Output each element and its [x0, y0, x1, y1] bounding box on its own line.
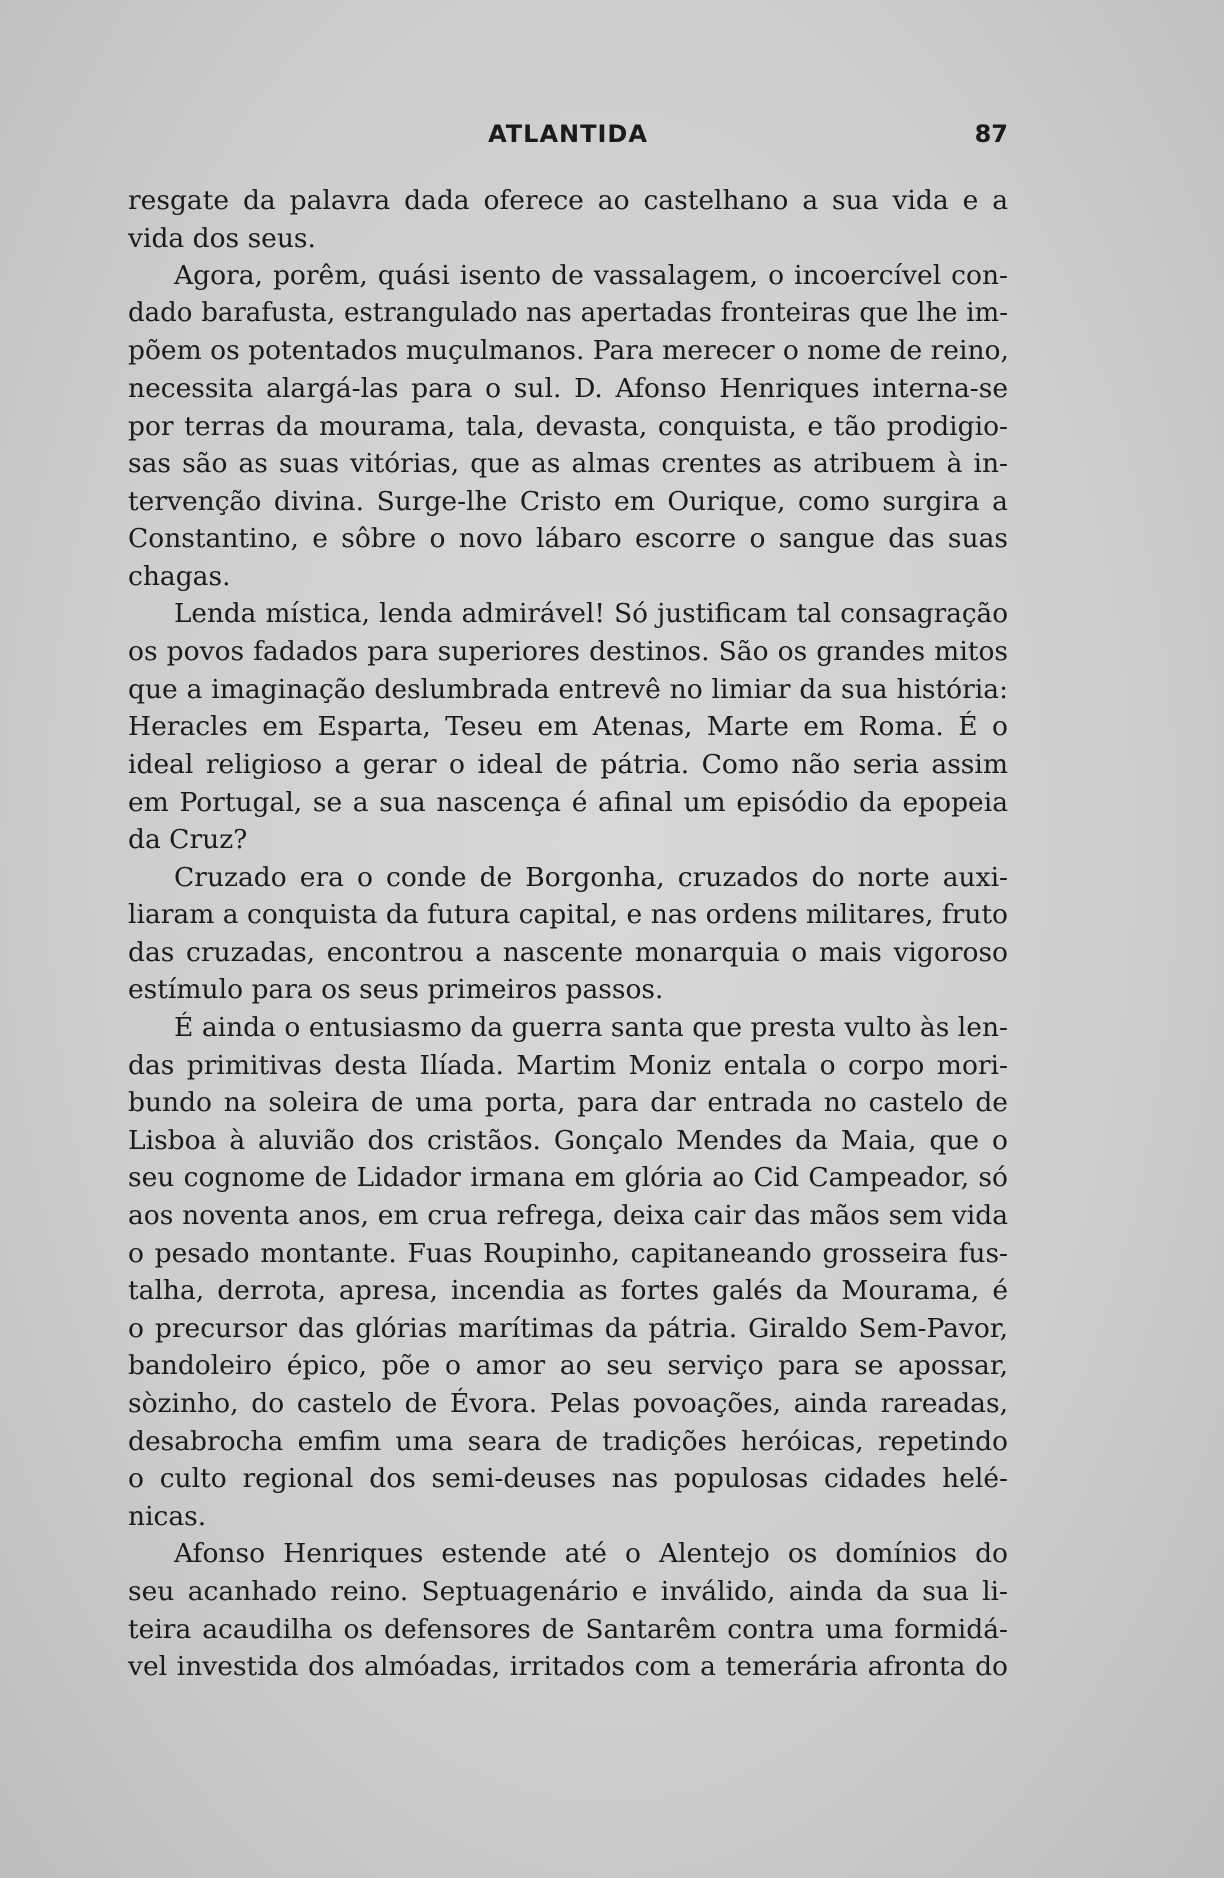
text-line: resgate da palavra dada oferece ao castelhano a sua vida e a	[128, 185, 1008, 216]
text-line: que a imaginação deslumbrada entrevê no limiar da sua história:	[128, 673, 1008, 705]
text-line: É ainda o entusiasmo da guerra santa que presta vulto às len-	[174, 1012, 1008, 1044]
text-line: sòzinho, do castelo de Évora. Pelas povoações, ainda rareadas,	[128, 1388, 1008, 1419]
text-line: Afonso Henriques estende até o Alentejo os domínios do	[174, 1538, 1008, 1570]
text-line: das primitivas desta Ilíada. Martim Moniz entala o corpo mori-	[128, 1049, 1008, 1081]
text-line: necessita alargá-las para o sul. D. Afonso Henriques interna-se	[128, 372, 1008, 404]
text-line: o culto regional dos semi-deuses nas populosas cidades helé-	[128, 1463, 1008, 1495]
text-line: aos noventa anos, em crua refrega, deixa cair das mãos sem vida	[128, 1200, 1008, 1232]
text-line: os povos fadados para superiores destinos. São os grandes mitos	[128, 636, 1008, 668]
text-line: liaram a conquista da futura capital, e nas ordens militares, fruto	[128, 899, 1008, 931]
text-line: Lisboa à aluvião dos cristãos. Gonçalo Mendes da Maia, que o	[128, 1124, 1008, 1156]
text-line: Cruzado era o conde de Borgonha, cruzados do norte auxi-	[174, 861, 1008, 893]
text-line: o pesado montante. Fuas Roupinho, capitaneando grosseira fus-	[128, 1237, 1008, 1269]
text-line: nicas.	[128, 1500, 207, 1532]
text-line: da Cruz?	[128, 824, 248, 856]
text-line: seu cognome de Lidador irmana em glória ao Cid Campeador, só	[128, 1162, 1008, 1194]
text-line: Lenda mística, lenda admirável! Só justificam tal consagração	[174, 598, 1008, 629]
text-line: bundo na soleira de uma porta, para dar entrada no castelo de	[128, 1087, 1008, 1119]
text-line: vida dos seus.	[128, 222, 316, 254]
text-line: põem os potentados muçulmanos. Para merecer o nome de reino,	[128, 335, 1009, 367]
text-line: o precursor das glórias marítimas da pátria. Giraldo Sem-Pavor,	[128, 1312, 1008, 1344]
body-text	[128, 182, 1008, 1686]
text-line: dado barafusta, estrangulado nas apertadas fronteiras que lhe im-	[128, 297, 1008, 328]
text-line: sas são as suas vitórias, que as almas crentes as atribuem à in-	[128, 448, 1008, 480]
text-line: em Portugal, se a sua nascença é afinal um episódio da epopeia	[128, 786, 1008, 818]
text-line: das cruzadas, encontrou a nascente monarquia o mais vigoroso	[128, 936, 1008, 968]
text-line: seu acanhado reino. Septuagenário e inválido, ainda da sua li-	[128, 1575, 1008, 1607]
page-header	[128, 120, 1008, 160]
text-line: desabrocha emfim uma seara de tradições heróicas, repetindo	[128, 1425, 1008, 1457]
text-line: tervenção divina. Surge-lhe Cristo em Ourique, como surgira a	[128, 485, 1008, 517]
text-line: talha, derrota, apresa, incendia as fortes galés da Mourama, é	[128, 1275, 1008, 1307]
text-line: teira acaudilha os defensores de Santarêm contra uma formidá-	[128, 1613, 1008, 1645]
text-line: Constantino, e sôbre o novo lábaro escorre o sangue das suas	[128, 523, 1008, 555]
running-title: ATLANTIDA	[488, 120, 648, 148]
text-line: chagas.	[128, 560, 231, 592]
page-number: 87	[974, 120, 1008, 148]
text-line: por terras da mourama, tala, devasta, conquista, e tão prodigio-	[128, 410, 1008, 442]
text-line: Heracles em Esparta, Teseu em Atenas, Marte em Roma. É o	[128, 711, 1008, 743]
text-line: vel investida dos almóadas, irritados com a temerária afronta do	[128, 1651, 1008, 1683]
text-line: estímulo para os seus primeiros passos.	[128, 974, 664, 1006]
text-line: Agora, porêm, quási isento de vassalagem, o incoercível con-	[174, 260, 1008, 292]
text-line: ideal religioso a gerar o ideal de pátria. Como não seria assim	[128, 748, 1008, 780]
text-line: bandoleiro épico, põe o amor ao seu serviço para se apossar,	[128, 1350, 1008, 1382]
